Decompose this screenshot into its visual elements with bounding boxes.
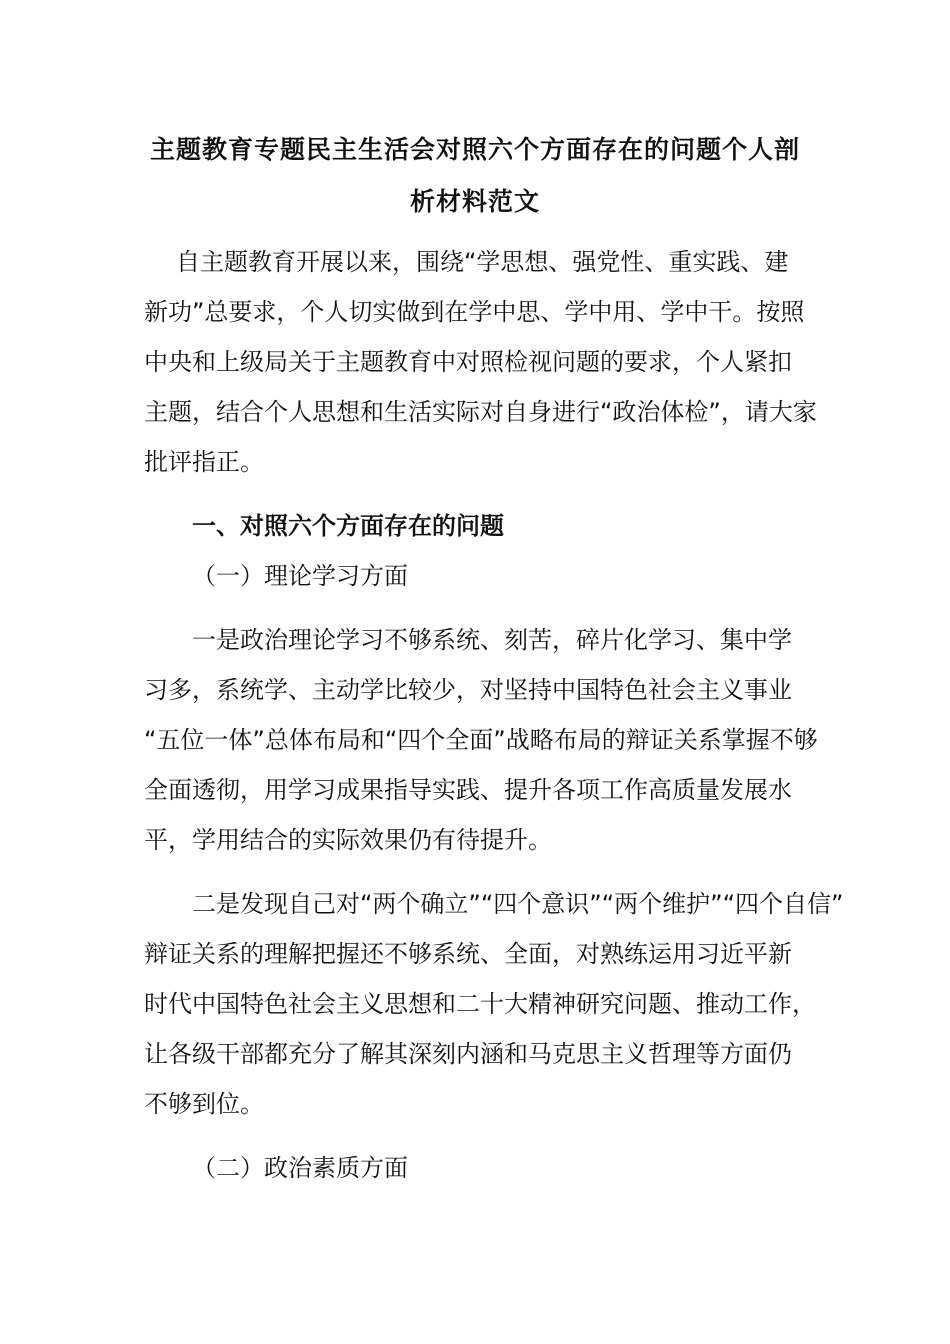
subsection-heading-2: （二）政治素质方面 [192, 1154, 408, 1182]
intro-line-1: 自主题教育开展以来，围绕“学思想、强党性、重实践、建 [176, 248, 789, 276]
para1-line-2: 习多，系统学、主动学比较少，对坚持中国特色社会主义事业 [144, 676, 792, 704]
document-title-line-1: 主题教育专题民主生活会对照六个方面存在的问题个人剖 [149, 135, 800, 164]
para1-line-1: 一是政治理论学习不够系统、刻苦，碎片化学习、集中学 [192, 626, 792, 654]
para2-line-3: 时代中国特色社会主义思想和二十大精神研究问题、推动工作， [144, 990, 816, 1018]
subsection-heading-1: （一）理论学习方面 [192, 562, 408, 590]
intro-line-3: 中央和上级局关于主题教育中对照检视问题的要求，个人紧扣 [144, 348, 792, 376]
para2-line-5: 不够到位。 [144, 1090, 264, 1118]
para1-line-4: 全面透彻，用学习成果指导实践、提升各项工作高质量发展水 [144, 776, 792, 804]
section-heading-1: 一、对照六个方面存在的问题 [192, 512, 504, 540]
intro-line-5: 批评指正。 [144, 448, 264, 476]
para1-line-3: “五位一体”总体布局和“四个全面”战略布局的辩证关系掌握不够 [144, 726, 818, 754]
para2-line-4: 让各级干部都充分了解其深刻内涵和马克思主义哲理等方面仍 [144, 1040, 792, 1068]
para2-line-2: 辩证关系的理解把握还不够系统、全面，对熟练运用习近平新 [144, 940, 792, 968]
document-title-line-2: 析材料范文 [409, 187, 540, 216]
intro-line-4: 主题，结合个人思想和生活实际对自身进行“政治体检”，请大家 [144, 398, 817, 426]
para2-line-1: 二是发现自己对“两个确立”“四个意识”“两个维护”“四个自信” [192, 890, 844, 918]
intro-line-2: 新功”总要求，个人切实做到在学中思、学中用、学中干。按照 [144, 298, 805, 326]
para1-line-5: 平，学用结合的实际效果仍有待提升。 [144, 826, 552, 854]
